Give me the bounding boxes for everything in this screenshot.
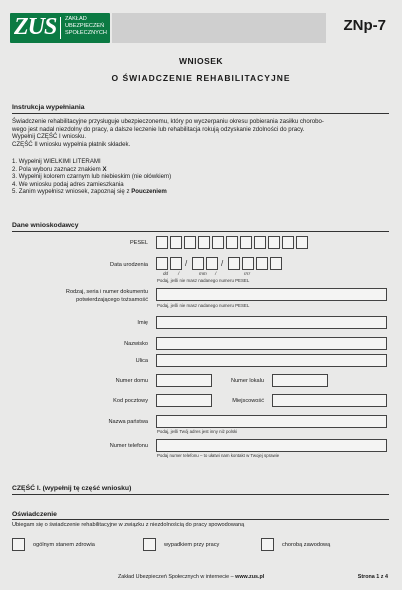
date-year-cell[interactable] <box>228 257 240 270</box>
id-document-label-line2: potwierdzającego tożsamość <box>76 297 148 303</box>
applicant-heading: Dane wnioskodawcy <box>12 222 79 229</box>
checkbox-work-accident[interactable] <box>143 538 156 551</box>
date-year-cell[interactable] <box>242 257 254 270</box>
logo-organization <box>65 16 107 37</box>
flat-number-input[interactable] <box>272 374 328 387</box>
instructions-heading: Instrukcja wypełniania <box>12 104 85 111</box>
logo-text: ZUS <box>14 14 57 40</box>
date-month-cell[interactable] <box>206 257 218 270</box>
date-separator: / <box>185 259 188 268</box>
instructions-line1: Świadczenie rehabilitacyjne przysługuje ubezpieczonemu, który po wyczerpaniu okresu pobierania zasiłku chorobo- <box>12 118 324 125</box>
date-separator: / <box>221 259 224 268</box>
instruction-item: 1. Wypełnij WIELKIMI LITERAMI <box>12 158 101 165</box>
form-title-line2: O ŚWIADCZENIE REHABILITACYJNE <box>111 73 291 83</box>
checkbox-occupational-disease[interactable] <box>261 538 274 551</box>
postal-code-label: Kod pocztowy <box>113 398 148 404</box>
pesel-digit-cell[interactable] <box>254 236 266 249</box>
pesel-digit-cell[interactable] <box>156 236 168 249</box>
form-code: ZNp-7 <box>343 17 386 34</box>
pesel-digit-cell[interactable] <box>268 236 280 249</box>
id-document-hint: Podaj, jeśli nie masz nadanego numeru PESEL <box>157 303 250 308</box>
street-label: Ulica <box>135 358 148 364</box>
surname-input[interactable] <box>156 337 387 350</box>
instruction-item: 3. Wypełnij kolorem czarnym lub niebieskim (nie ołówkiem) <box>12 173 172 181</box>
logo-org-line2: UBEZPIECZEŃ <box>65 23 105 29</box>
house-number-label: Numer domu <box>115 378 148 384</box>
pesel-digit-cell[interactable] <box>226 236 238 249</box>
phone-label: Numer telefonu <box>109 443 148 449</box>
id-document-input[interactable] <box>156 288 387 301</box>
logo-org-line1: ZAKŁAD <box>65 16 87 22</box>
pesel-digit-cell[interactable] <box>296 236 308 249</box>
applicant-rule <box>12 231 389 232</box>
first-name-input[interactable] <box>156 316 387 329</box>
pesel-digit-cell[interactable] <box>184 236 196 249</box>
pesel-digit-cell[interactable] <box>198 236 210 249</box>
postal-code-input[interactable] <box>156 394 212 407</box>
form-title-line1: WNIOSEK <box>178 56 224 66</box>
footer-text: Zakład Ubezpieczeń Społecznych w internecie – www.zus.pl <box>118 574 265 580</box>
checkbox-occupational-disease-label: chorobą zawodową <box>282 542 331 548</box>
date-day-cell[interactable] <box>156 257 168 270</box>
pesel-digit-cell[interactable] <box>170 236 182 249</box>
website-link[interactable]: www.zus.pl <box>235 574 265 580</box>
phone-hint: Podaj numer telefonu – to ułatwi nam kontakt w Twojej sprawie <box>157 453 280 458</box>
pesel-digit-cell[interactable] <box>212 236 224 249</box>
instructions-paragraph <box>12 118 392 148</box>
house-number-input[interactable] <box>156 374 212 387</box>
instruction-item: 5. Zanim wypełnisz wniosek, zapoznaj się z Pouczeniem <box>12 188 167 196</box>
checkbox-work-accident-label: wypadkiem przy pracy <box>164 542 220 548</box>
instructions-line4: CZĘŚĆ II wniosku wypełnia płatnik składek. <box>12 140 131 148</box>
surname-label: Nazwisko <box>124 341 148 347</box>
zus-logo <box>10 13 110 43</box>
instructions-line2: wego jest nadal niezdolny do pracy, a dalsze leczenie lub rehabilitacja rokują odzyskanie zdolności do pracy. <box>12 125 305 133</box>
city-label: Miejscowość <box>232 398 264 404</box>
date-hint-day: dd <box>163 271 169 276</box>
checkbox-general-health[interactable] <box>12 538 25 551</box>
logo-separator <box>60 17 61 39</box>
page-number: Strona 1 z 4 <box>357 574 388 580</box>
instructions-rule <box>12 113 389 114</box>
instructions-list <box>12 158 171 196</box>
flat-number-label: Numer lokalu <box>231 378 264 384</box>
declaration-rule <box>12 519 389 520</box>
form-page: ZUS ZAKŁAD UBEZPIECZEŃ SPOŁECZNYCH ZNp-7 WNIOSEK O ŚWIADCZENIE REHABILITACYJNE Instrukcja wypełniania Świadczenie rehabilitacyjne przysługuje ubezpieczonemu, który po wyczerpaniu okresu pobierania zasiłku chorobo- wego jest nadal niezdolny do pracy, a dalsze leczenie lub rehabilitacja rokują odzyskanie zdolności do pracy. Wypełnij CZĘŚĆ I wniosku. CZĘŚĆ II wniosku wypełnia płatnik składek. 1. Wypełnij WIELKIMI LITERAMI 2. Pola wyboru zaznacz znakiem X 3. Wypełnij kolorem czarnym lub niebieskim (nie ołówkiem) 4. We wniosku podaj adres zamieszkania 5. Zanim wypełnisz wniosek, zapoznaj się z Pouczeniem Dane wnioskodawcy PESEL Data urodzenia / / dd / mm / rrrr Podaj, jeśli nie masz nadanego numeru PESEL Rodzaj, seria i numer dokumentu potwierdzającego tożsamość Podaj, jeśli nie masz nadanego numeru PESEL Imię Nazwisko Ulica Numer domu Numer lokalu Kod pocztowy Miejscowość Nazwa państwa Podaj, jeśli Twój adres jest inny niż polski Numer telefonu Podaj numer telefonu – to ułatwi nam kontakt w Twojej sprawie CZĘŚĆ I. (wypełnij tę część wniosku) Oświadczenie Ubiegam się o świadczenie rehabilitacyjne w związku z niezdolnością do pracy spowodowaną ogólnym stanem zdrowia wypadkiem przy pracy chorobą zawodową Zakład Ubezpieczeń Społecznych w internecie – www.zus.pl Strona 1 z 4 <box>0 0 402 590</box>
part-one-rule <box>12 494 389 495</box>
declaration-heading: Oświadczenie <box>12 511 57 518</box>
instruction-item: 2. Pola wyboru zaznacz znakiem X <box>12 165 107 173</box>
date-year-cell[interactable] <box>256 257 268 270</box>
city-input[interactable] <box>272 394 387 407</box>
pesel-digit-cell[interactable] <box>282 236 294 249</box>
first-name-label: Imię <box>137 320 148 326</box>
id-document-label-line1: Rodzaj, seria i numer dokumentu <box>65 289 148 295</box>
instructions-line3: Wypełnij CZĘŚĆ I wniosku. <box>12 133 87 141</box>
country-label: Nazwa państwa <box>108 419 148 425</box>
instruction-item: 4. We wniosku podaj adres zamieszkania <box>12 180 124 188</box>
pesel-label: PESEL <box>129 240 148 246</box>
street-input[interactable] <box>156 354 387 367</box>
phone-input[interactable] <box>156 439 387 452</box>
birth-date-hint: Podaj, jeśli nie masz nadanego numeru PESEL <box>157 278 250 283</box>
date-month-cell[interactable] <box>192 257 204 270</box>
date-year-cell[interactable] <box>270 257 282 270</box>
checkbox-general-health-label: ogólnym stanem zdrowia <box>33 542 95 548</box>
birth-date-label: Data urodzenia <box>110 262 148 268</box>
header-band <box>112 13 326 43</box>
country-hint: Podaj, jeśli Twój adres jest inny niż polski <box>157 429 238 434</box>
pouczenie-link[interactable]: Pouczeniem <box>131 188 167 196</box>
date-hint-year: rrrr <box>244 271 251 276</box>
part-one-heading: CZĘŚĆ I. (wypełnij tę część wniosku) <box>12 485 132 492</box>
logo-org-line3: SPOŁECZNYCH <box>65 30 107 36</box>
country-input[interactable] <box>156 415 387 428</box>
date-hint-month: mm <box>199 271 207 276</box>
date-day-cell[interactable] <box>170 257 182 270</box>
form-header <box>0 0 402 48</box>
mark-x: X <box>102 165 107 173</box>
declaration-text: Ubiegam się o świadczenie rehabilitacyjne w związku z niezdolnością do pracy spowodowaną <box>12 522 245 528</box>
pesel-digit-cell[interactable] <box>240 236 252 249</box>
